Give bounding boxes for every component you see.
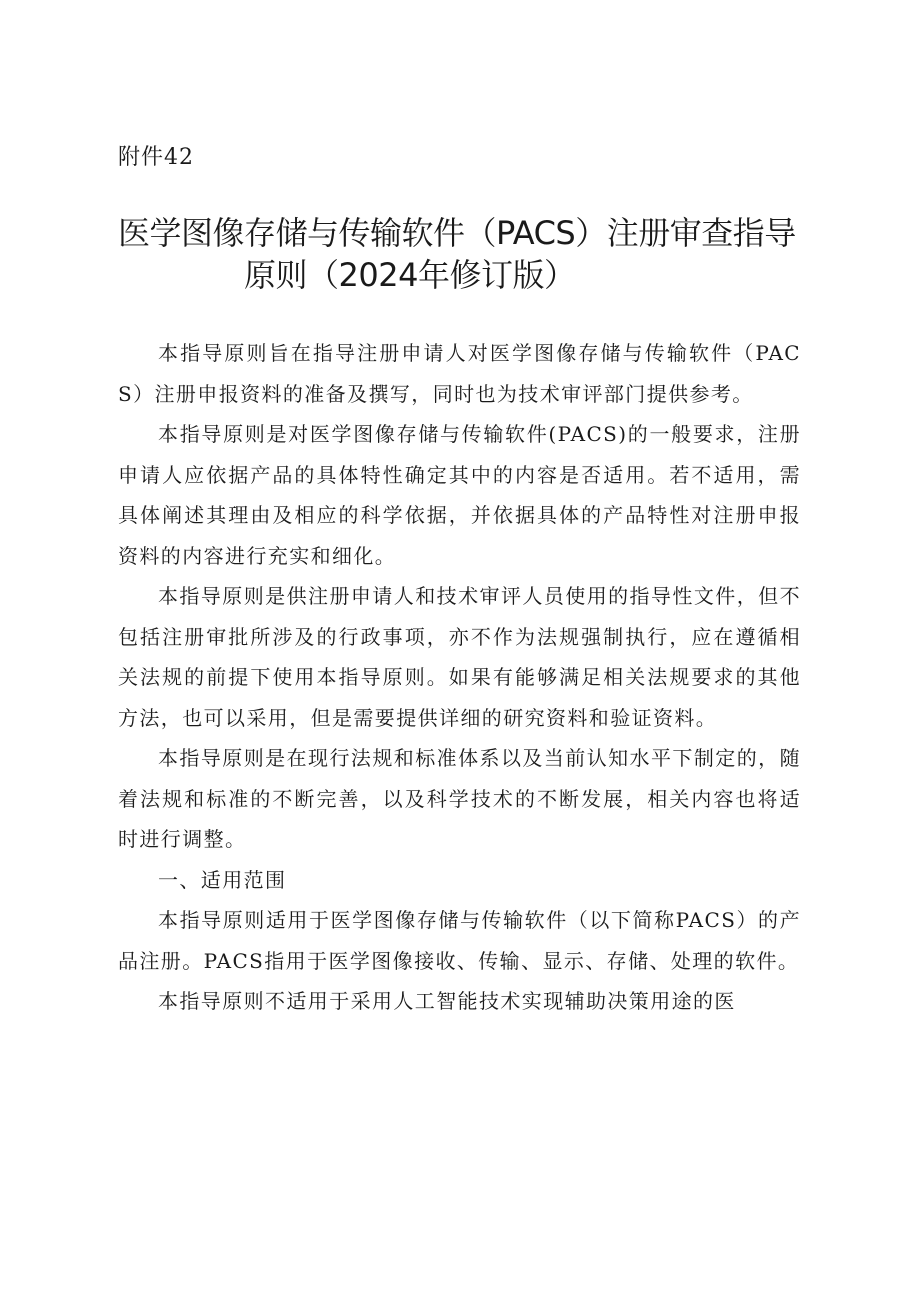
intro-paragraph-2: 本指导原则是对医学图像存储与传输软件(PACS)的一般要求，注册申请人应依据产品的具体特性确定其中的内容是否适用。若不适用，需具体阐述其理由及相应的科学依据，并依据具体的产品特性对注册申报资料的内容进行充实和细化。: [118, 422, 801, 568]
section-heading-scope: 一、适用范围: [158, 867, 287, 892]
intro-paragraph-4: 本指导原则是在现行法规和标准体系以及当前认知水平下制定的，随着法规和标准的不断完善，以及科学技术的不断发展，相关内容也将适时进行调整。: [118, 746, 801, 851]
attachment-label: 附件42: [118, 145, 194, 170]
scope-paragraph-1: 本指导原则适用于医学图像存储与传输软件（以下简称PACS）的产品注册。PACS指用于医学图像接收、传输、显示、存储、处理的软件。: [118, 908, 801, 973]
scope-paragraph-2: 本指导原则不适用于采用人工智能技术实现辅助决策用途的医: [158, 989, 736, 1013]
document-body: [118, 333, 801, 1022]
intro-paragraph-1: 本指导原则旨在指导注册申请人对医学图像存储与传输软件（PACS）注册申报资料的准备及撰写，同时也为技术审评部门提供参考。: [118, 341, 801, 406]
intro-paragraph-3: 本指导原则是供注册申请人和技术审评人员使用的指导性文件，但不包括注册审批所涉及的行政事项，亦不作为法规强制执行，应在遵循相关法规的前提下使用本指导原则。如果有能够满足相关法规要求的其他方法，也可以采用，但是需要提供详细的研究资料和验证资料。: [118, 584, 801, 730]
document-title: [118, 212, 818, 296]
title-line-1: 医学图像存储与传输软件（PACS）注册审查指导: [118, 214, 796, 252]
title-line-2: 原则（2024年修订版）: [244, 256, 576, 294]
